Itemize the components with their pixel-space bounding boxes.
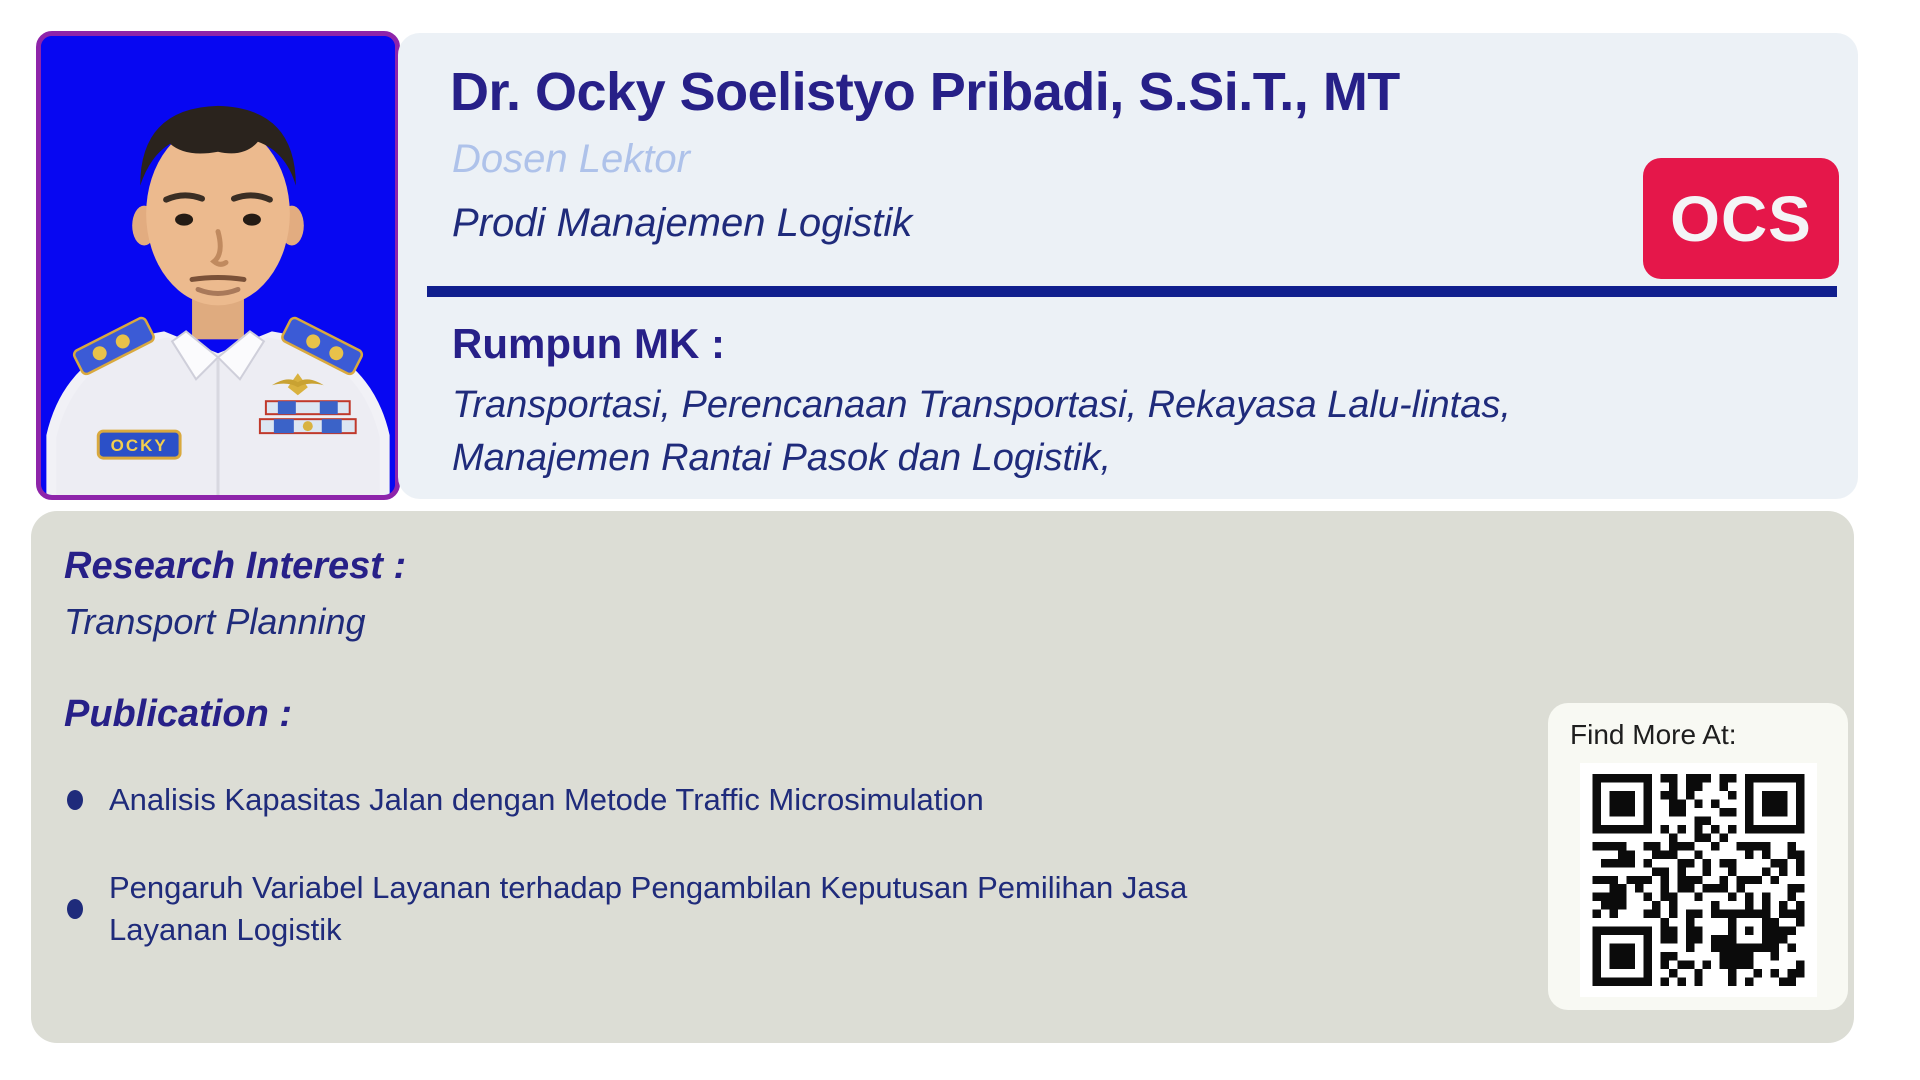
- publication-item-text: Analisis Kapasitas Jalan dengan Metode Traffic Microsimulation: [109, 782, 984, 817]
- ocs-logo-badge: OCS: [1643, 158, 1839, 279]
- photo-name-tag: OCKY: [110, 436, 168, 456]
- find-more-card: [1548, 703, 1848, 1010]
- portrait-illustration: [41, 36, 395, 495]
- publication-item: [67, 779, 984, 821]
- rumpun-mk-value: [452, 379, 1511, 485]
- bullet-icon: [67, 790, 83, 810]
- find-more-label: Find More At:: [1570, 719, 1737, 750]
- qr-code-image: [1591, 774, 1806, 986]
- rumpun-mk-label: Rumpun MK :: [452, 320, 725, 367]
- bullet-icon: [67, 899, 83, 919]
- rumpun-line-2: Manajemen Rantai Pasok dan Logistik,: [452, 437, 1112, 479]
- header-panel: [398, 33, 1858, 499]
- rumpun-line-1: Transportasi, Perencanaan Transportasi, Rekayasa Lalu-lintas,: [452, 384, 1511, 426]
- publication-label: Publication :: [64, 693, 292, 735]
- lecturer-position: Dosen Lektor: [452, 137, 690, 181]
- profile-photo: [36, 31, 400, 500]
- divider-line: [427, 286, 1837, 297]
- lecturer-name: Dr. Ocky Soelistyo Pribadi, S.Si.T., MT: [450, 62, 1400, 122]
- research-interest-label: Research Interest :: [64, 545, 407, 587]
- qr-code: [1580, 763, 1817, 997]
- lecturer-department: Prodi Manajemen Logistik: [452, 201, 913, 245]
- publication-item: [67, 867, 1189, 951]
- research-interest-value: Transport Planning: [64, 601, 366, 642]
- publication-item-text: Pengaruh Variabel Layanan terhadap Pengambilan Keputusan Pemilihan Jasa Layanan Logistik: [109, 870, 1188, 947]
